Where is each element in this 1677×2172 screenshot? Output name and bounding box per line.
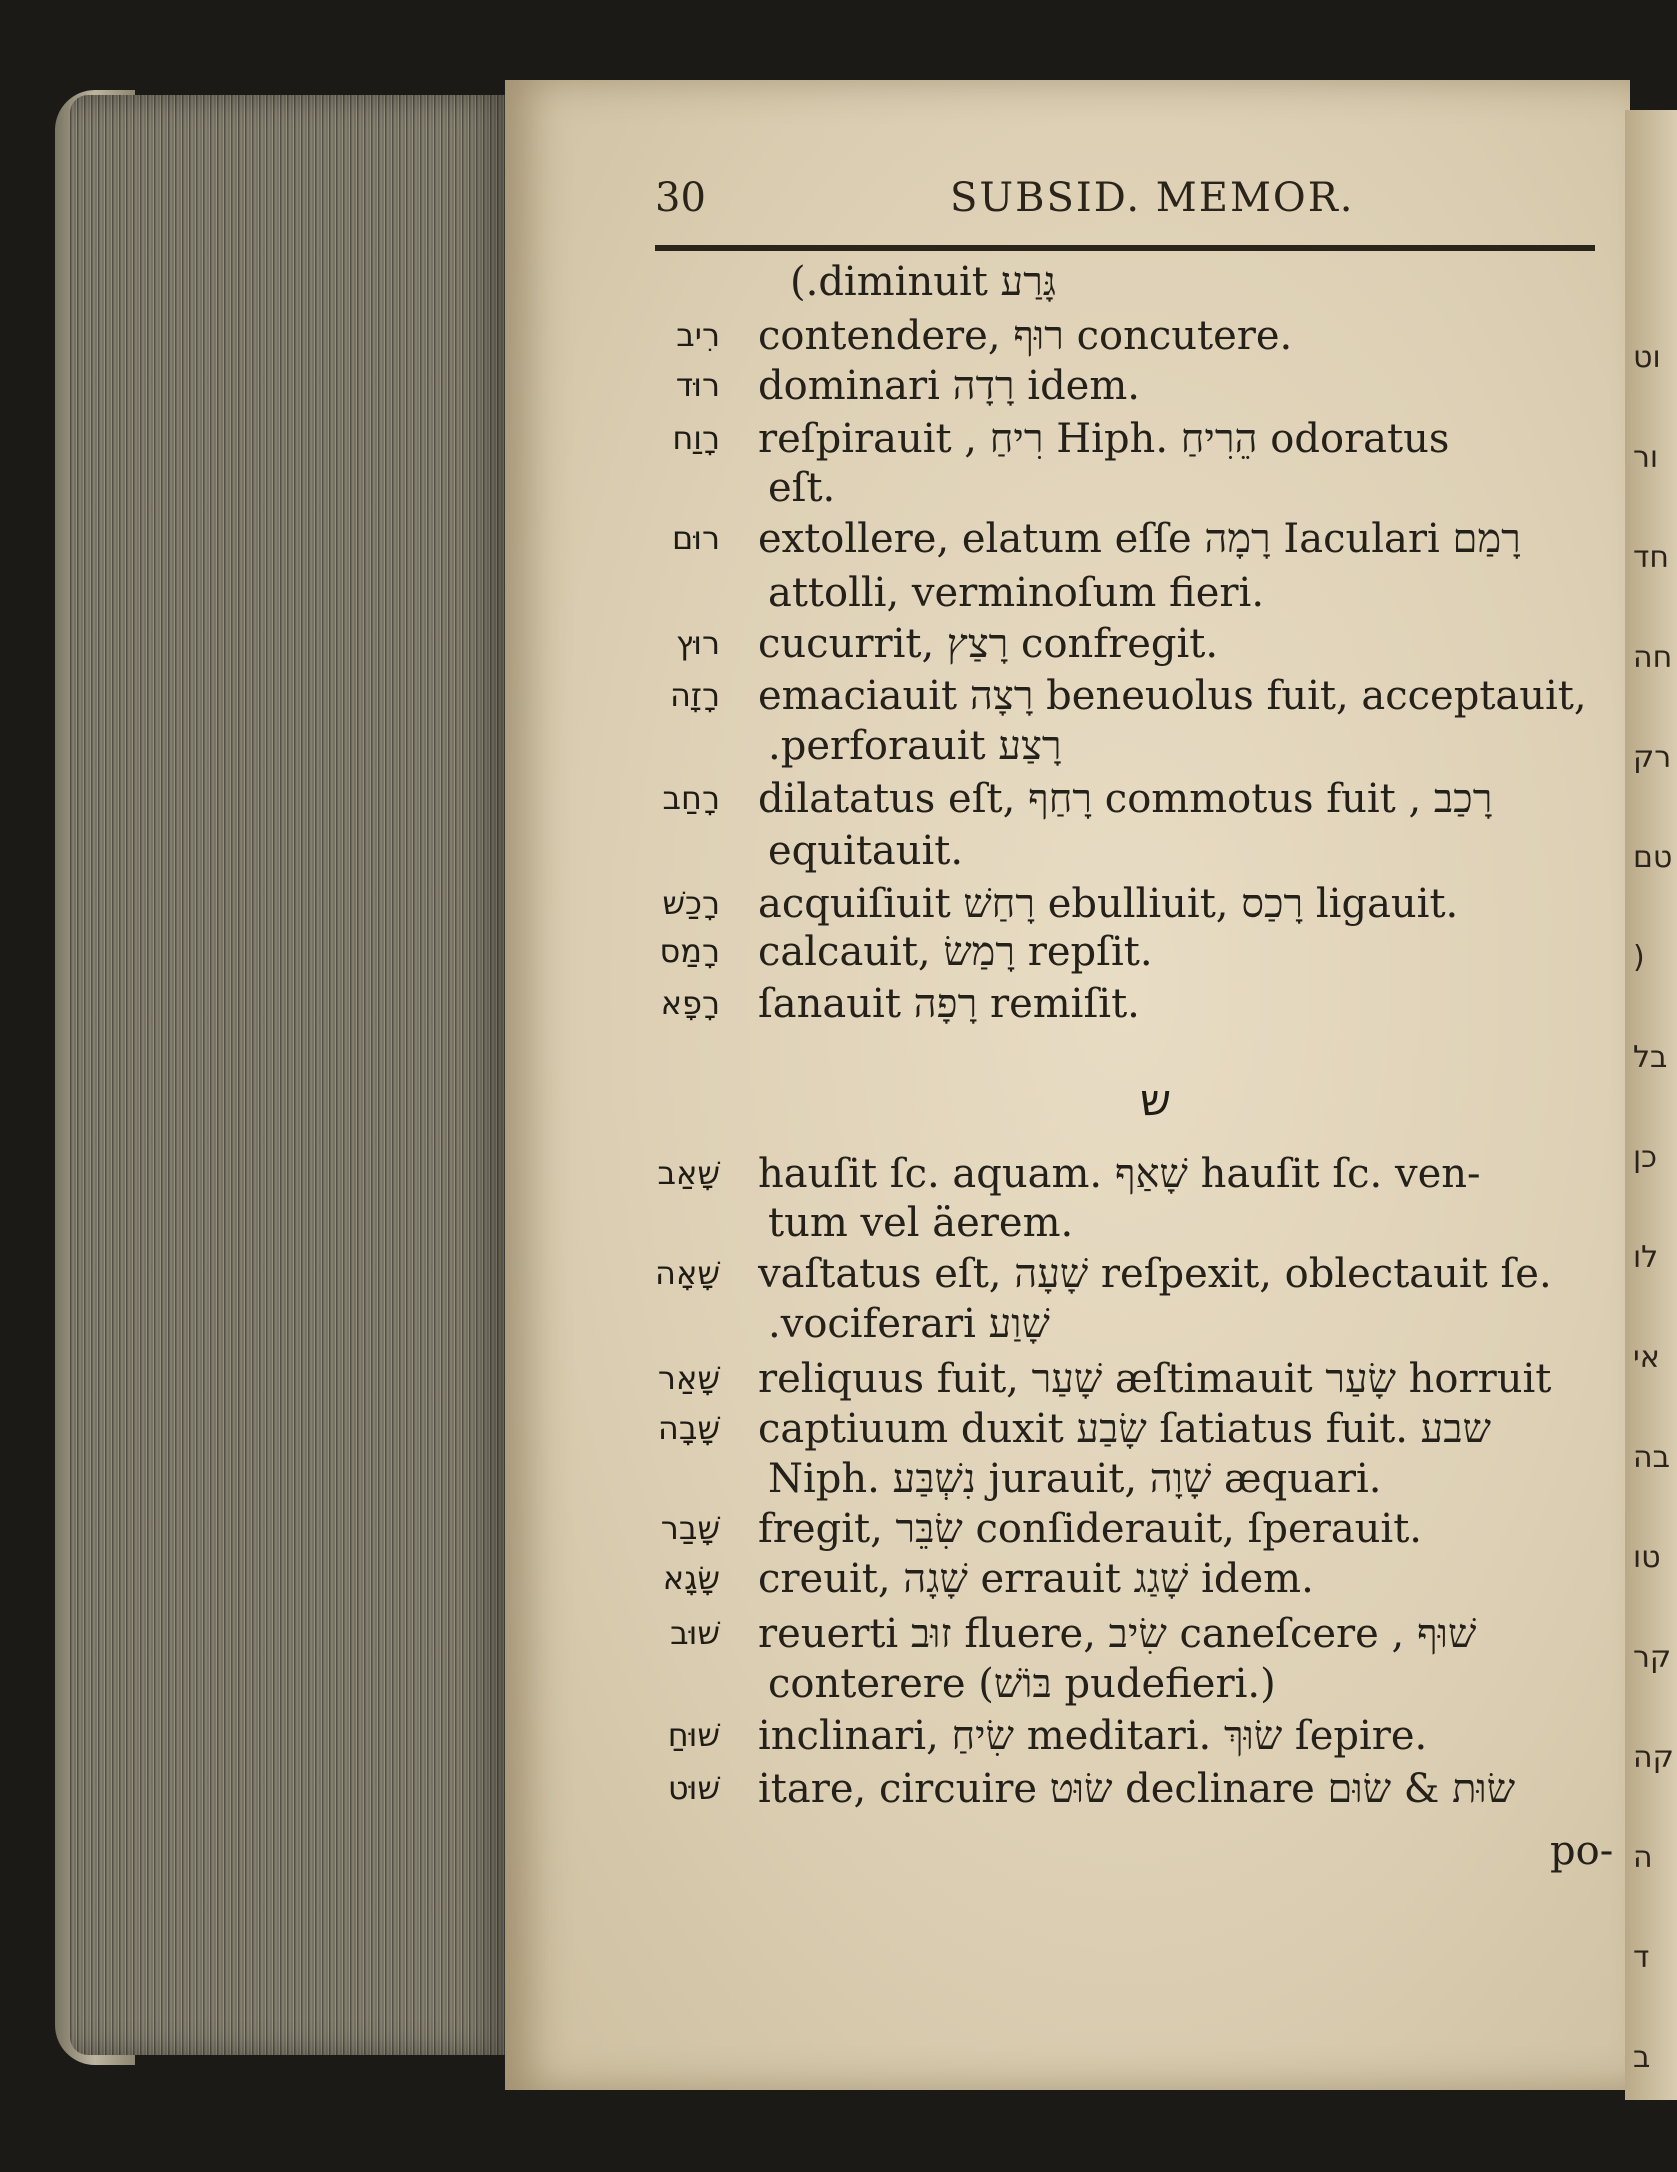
- entry-headword: רָמַס: [659, 932, 720, 970]
- entry-text: itare, circuire שׂוּט declinare שׂוּת & שׂוּם: [758, 1766, 1516, 1812]
- page-header: [655, 175, 1595, 235]
- entry-headword: רָוַח: [672, 419, 720, 457]
- entry-text: cucurrit, רָצַץ confregit.: [758, 621, 1219, 667]
- entry-text: dominari רָדָה idem.: [758, 363, 1140, 409]
- entry-text: emaciauit רָצָה beneuolus fuit, acceptauit,: [758, 673, 1587, 719]
- entry-headword: רוּץ: [675, 624, 720, 662]
- next-page-fragment: ד: [1633, 1940, 1650, 1975]
- next-page-fragment: חד: [1633, 540, 1669, 575]
- entry-text: contendere, רוּף concutere.: [758, 313, 1293, 359]
- entry-text: creuit, שָׁגָה errauit שָׁגַג idem.: [758, 1556, 1314, 1602]
- next-page-fragment: ב: [1633, 2040, 1651, 2075]
- entry-text: calcauit, רָמַשׂ repſit.: [758, 929, 1153, 975]
- entry-headword: שָׁבַר: [660, 1509, 720, 1547]
- next-page-fragment: קר: [1633, 1640, 1672, 1675]
- entry-text: acquiſiuit רָחַשׁ ebulliuit, רָכַס ligauit.: [758, 881, 1459, 927]
- entry-text: attolli, verminoſum fieri.: [768, 570, 1265, 616]
- header-rule: [655, 245, 1595, 251]
- entry-text: fregit, שִׂבֵּר conſiderauit, ſperauit.: [758, 1506, 1423, 1552]
- entry-text: reuerti זוּב fluere, שִׂיב caneſcere , שׁוּף: [758, 1611, 1477, 1657]
- entry-headword: שָׂגָא: [662, 1559, 720, 1597]
- next-page-fragment: (: [1633, 940, 1645, 975]
- next-page-fragment: רק: [1633, 740, 1672, 775]
- next-page-fragment: ה: [1633, 1840, 1653, 1875]
- entry-headword: רִיב: [676, 316, 720, 354]
- entry-headword: רוּד: [675, 366, 720, 404]
- next-page-fragment: טם: [1633, 840, 1673, 875]
- next-page-edge: [1625, 110, 1677, 2100]
- entry-text: extollere, elatum eſſe רָמָה Iaculari רָמַם: [758, 516, 1521, 562]
- entry-text: Niph. נִשְׁבַּע jurauit, שָׁוָה æquari.: [768, 1456, 1382, 1502]
- entry-headword: שָׁאַר: [657, 1359, 720, 1397]
- entry-text: tum vel äerem.: [768, 1200, 1074, 1246]
- entry-text: inclinari, שִׂיחַ meditari. שׂוּךְ ſepire.: [758, 1713, 1428, 1759]
- entry-headword: רָפָא: [660, 984, 720, 1022]
- page-edges: [70, 95, 510, 2055]
- entry-headword: שׁוּחַ: [667, 1716, 720, 1754]
- entry-text: equitauit.: [768, 828, 964, 874]
- next-page-fragment: ור: [1633, 440, 1659, 475]
- entry-headword: רָכַשׁ: [662, 884, 720, 922]
- next-page-fragment: טו: [1633, 1540, 1661, 1575]
- entry-headword: רָזָה: [669, 676, 720, 714]
- page-number: 30: [655, 175, 706, 221]
- next-page-fragment: חה: [1633, 640, 1673, 675]
- next-page-fragment: קה: [1633, 1740, 1674, 1775]
- next-page-fragment: בל: [1633, 1040, 1668, 1075]
- entry-headword: שָׁאָה: [655, 1254, 720, 1292]
- next-page-fragment: אי: [1633, 1340, 1660, 1375]
- next-page-fragment: לו: [1633, 1240, 1659, 1275]
- catchword: po-: [1550, 1828, 1614, 1874]
- entry-headword: שָׁבָה: [657, 1409, 720, 1447]
- entry-text: dilatatus eſt, רָחַף commotus fuit , רָכַב: [758, 776, 1493, 822]
- section-letter: ש: [1140, 1075, 1172, 1126]
- next-page-fragment: בה: [1633, 1440, 1670, 1475]
- entry-headword: שׁוּט: [667, 1769, 720, 1807]
- entry-text: conterere (בּוֹשׁ pudefieri.): [768, 1661, 1276, 1707]
- entry-text: hauſit ſc. aquam. שָׁאַף hauſit ſc. ven-: [758, 1151, 1481, 1197]
- entry-text: captiuum duxit שָׂבַע ſatiatus fuit. שבע: [758, 1406, 1491, 1452]
- entry-text: גָּרַע diminuit.): [790, 259, 1057, 305]
- entry-text: שָׁוַע vociferari.: [768, 1301, 1050, 1347]
- next-page-fragment: וט: [1633, 340, 1661, 375]
- entry-text: reliquus fuit, שָׁעַר æſtimauit שָׂעַר horruit: [758, 1356, 1552, 1402]
- next-page-fragment: כן: [1633, 1140, 1658, 1175]
- entry-headword: שׁוּב: [670, 1614, 720, 1652]
- entry-headword: רוּם: [671, 519, 720, 557]
- entry-headword: שָׁאַב: [657, 1154, 720, 1192]
- entry-text: ſanauit רָפָה remiſit.: [758, 981, 1140, 1027]
- entry-headword: רָחַב: [662, 779, 720, 817]
- entry-text: vaſtatus eſt, שָׁעָה reſpexit, oblectauit ſe.: [758, 1251, 1552, 1297]
- running-title: SUBSID. MEMOR.: [950, 175, 1355, 221]
- entry-text: eſt.: [768, 465, 836, 511]
- entry-text: רָצַע perforauit.: [768, 723, 1062, 769]
- entry-text: reſpirauit , רִיחַ Hiph. הֵרִיחַ odoratus: [758, 416, 1450, 462]
